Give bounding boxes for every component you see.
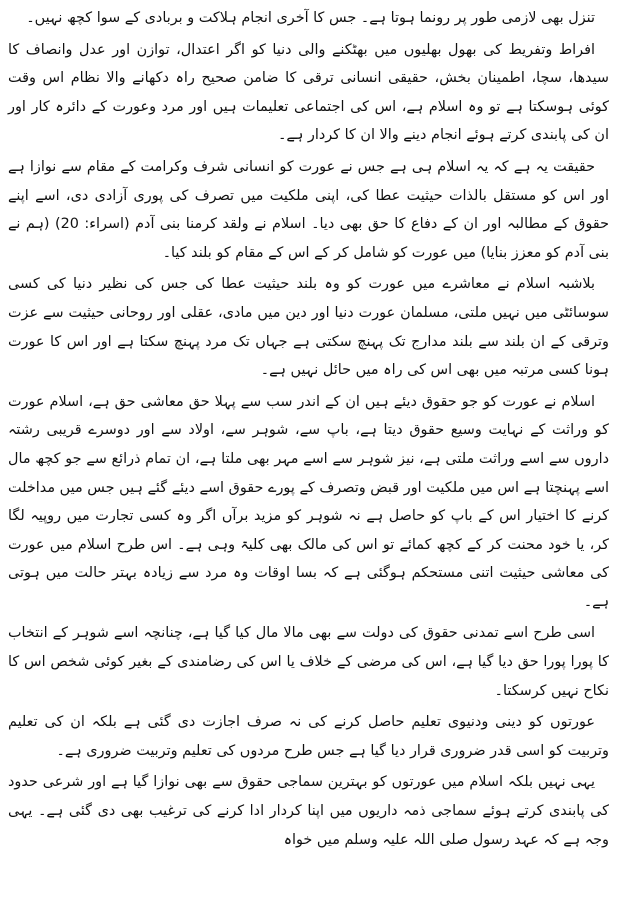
paragraph-8: یہی نہیں بلکہ اسلام میں عورتوں کو بہترین سماجی حقوق سے بھی نوازا گیا ہے اور شرعی حدود کی پابندی کرتے ہوئے سماجی ذمہ داریوں میں اپنا کردار ادا کرنے کی ترغیب بھی دی گئی ہے۔ یہی وجہ ہے کہ عہد رسول صلی اللہ علیہ وسلم میں خواہ (8, 774, 609, 848)
paragraph-4: بلاشبہ اسلام نے معاشرے میں عورت کو وہ بلند حیثیت عطا کی جس کی نظیر دنیا کی کسی سوسائٹی میں نہیں ملتی، مسلمان عورت دنیا اور دین میں مادی، عقلی اور روحانی حیثیت سے عزت وترقی کے ان بلند سے بلند مدارج تک پہنچ سکتی ہے جہاں تک مرد پہنچ سکتا ہے اور اس کا عورت ہونا کسی مرتبہ میں بھی اس کی راہ میں حائل نہیں ہے۔ (8, 276, 609, 379)
paragraph-7: عورتوں کو دینی ودنیوی تعلیم حاصل کرنے کی نہ صرف اجازت دی گئی ہے بلکہ ان کی تعلیم وتربیت کو اسی قدر ضروری قرار دیا گیا ہے جس طرح مردوں کی تعلیم وتربیت ضروری ہے۔ (8, 714, 609, 759)
paragraph-5: اسلام نے عورت کو جو حقوق دیئے ہیں ان کے اندر سب سے پہلا حق معاشی حق ہے، اسلام عورت کو وراثت کے نہایت وسیع حقوق دیتا ہے، باپ سے، شوہر سے، اولاد سے اور دوسرے قریبی رشتہ داروں سے اسے وراثت ملتی ہے، نیز شوہر سے اسے مہر بھی ملتا ہے، ان تمام ذرائع سے جو کچھ مال اسے پہنچتا ہے اس میں ملکیت اور قبض وتصرف کے پورے حقوق اسے دیئے گئے ہیں جس میں مداخلت کرنے کا اختیار اس کے باپ کو حاصل ہے نہ شوہر کو مزید برآں اگر وہ کسی تجارت میں روپیہ لگا کر، یا خود محنت کر کے کچھ کمائے تو اس کی مالک بھی کلیۃ وہی ہے۔ اس طرح اسلام میں عورت کی معاشی حیثیت اتنی مستحکم ہوگئی ہے کہ بسا اوقات وہ مرد سے زیادہ بہتر حالت میں ہوتی ہے۔ (8, 393, 609, 610)
paragraph-1: تنزل بھی لازمی طور پر رونما ہوتا ہے۔ جس کا آخری انجام ہلاکت و بربادی کے سوا کچھ نہیں۔ (26, 10, 595, 26)
paragraph-2: افراط وتفریط کی بھول بھلیوں میں بھٹکنے والی دنیا کو اگر اعتدال، توازن اور عدل وانصاف کا سیدھا، سچا، اطمینان بخش، حقیقی انسانی ترقی کا ضامن صحیح راہ دکھانے والا نظام اس وقت کوئی ہوسکتا ہے تو وہ اسلام ہے، اس کی اجتماعی تعلیمات ہیں اور مرد وعورت کے دائرہ کار اور ان کی پابندی کرتے ہوئے انجام دینے والا ان کا کردار ہے۔ (8, 41, 609, 144)
paragraph-6: اسی طرح اسے تمدنی حقوق کی دولت سے بھی مالا مال کیا گیا ہے، چنانچہ اسے شوہر کے انتخاب کا پورا پورا حق دیا گیا ہے، اس کی مرضی کے خلاف یا اس کی رضامندی کے بغیر کوئی شخص اس کا نکاح نہیں کرسکتا۔ (8, 625, 609, 699)
paragraph-3: حقیقت یہ ہے کہ یہ اسلام ہی ہے جس نے عورت کو انسانی شرف وکرامت کے مقام سے نوازا ہے اور اس کو مستقل بالذات حیثیت عطا کی، اپنی ملکیت میں تصرف کی پوری آزادی دی، اسے اپنے حقوق کے مطالبہ اور ان کے دفاع کا حق بھی دیا۔ اسلام نے ولقد کرمنا بنی آدم (اسراء: 20) (ہم نے بنی آدم کو معزز بنایا) میں عورت کو شامل کر کے اس کے مقام کو بلند کیا۔ (8, 158, 609, 261)
